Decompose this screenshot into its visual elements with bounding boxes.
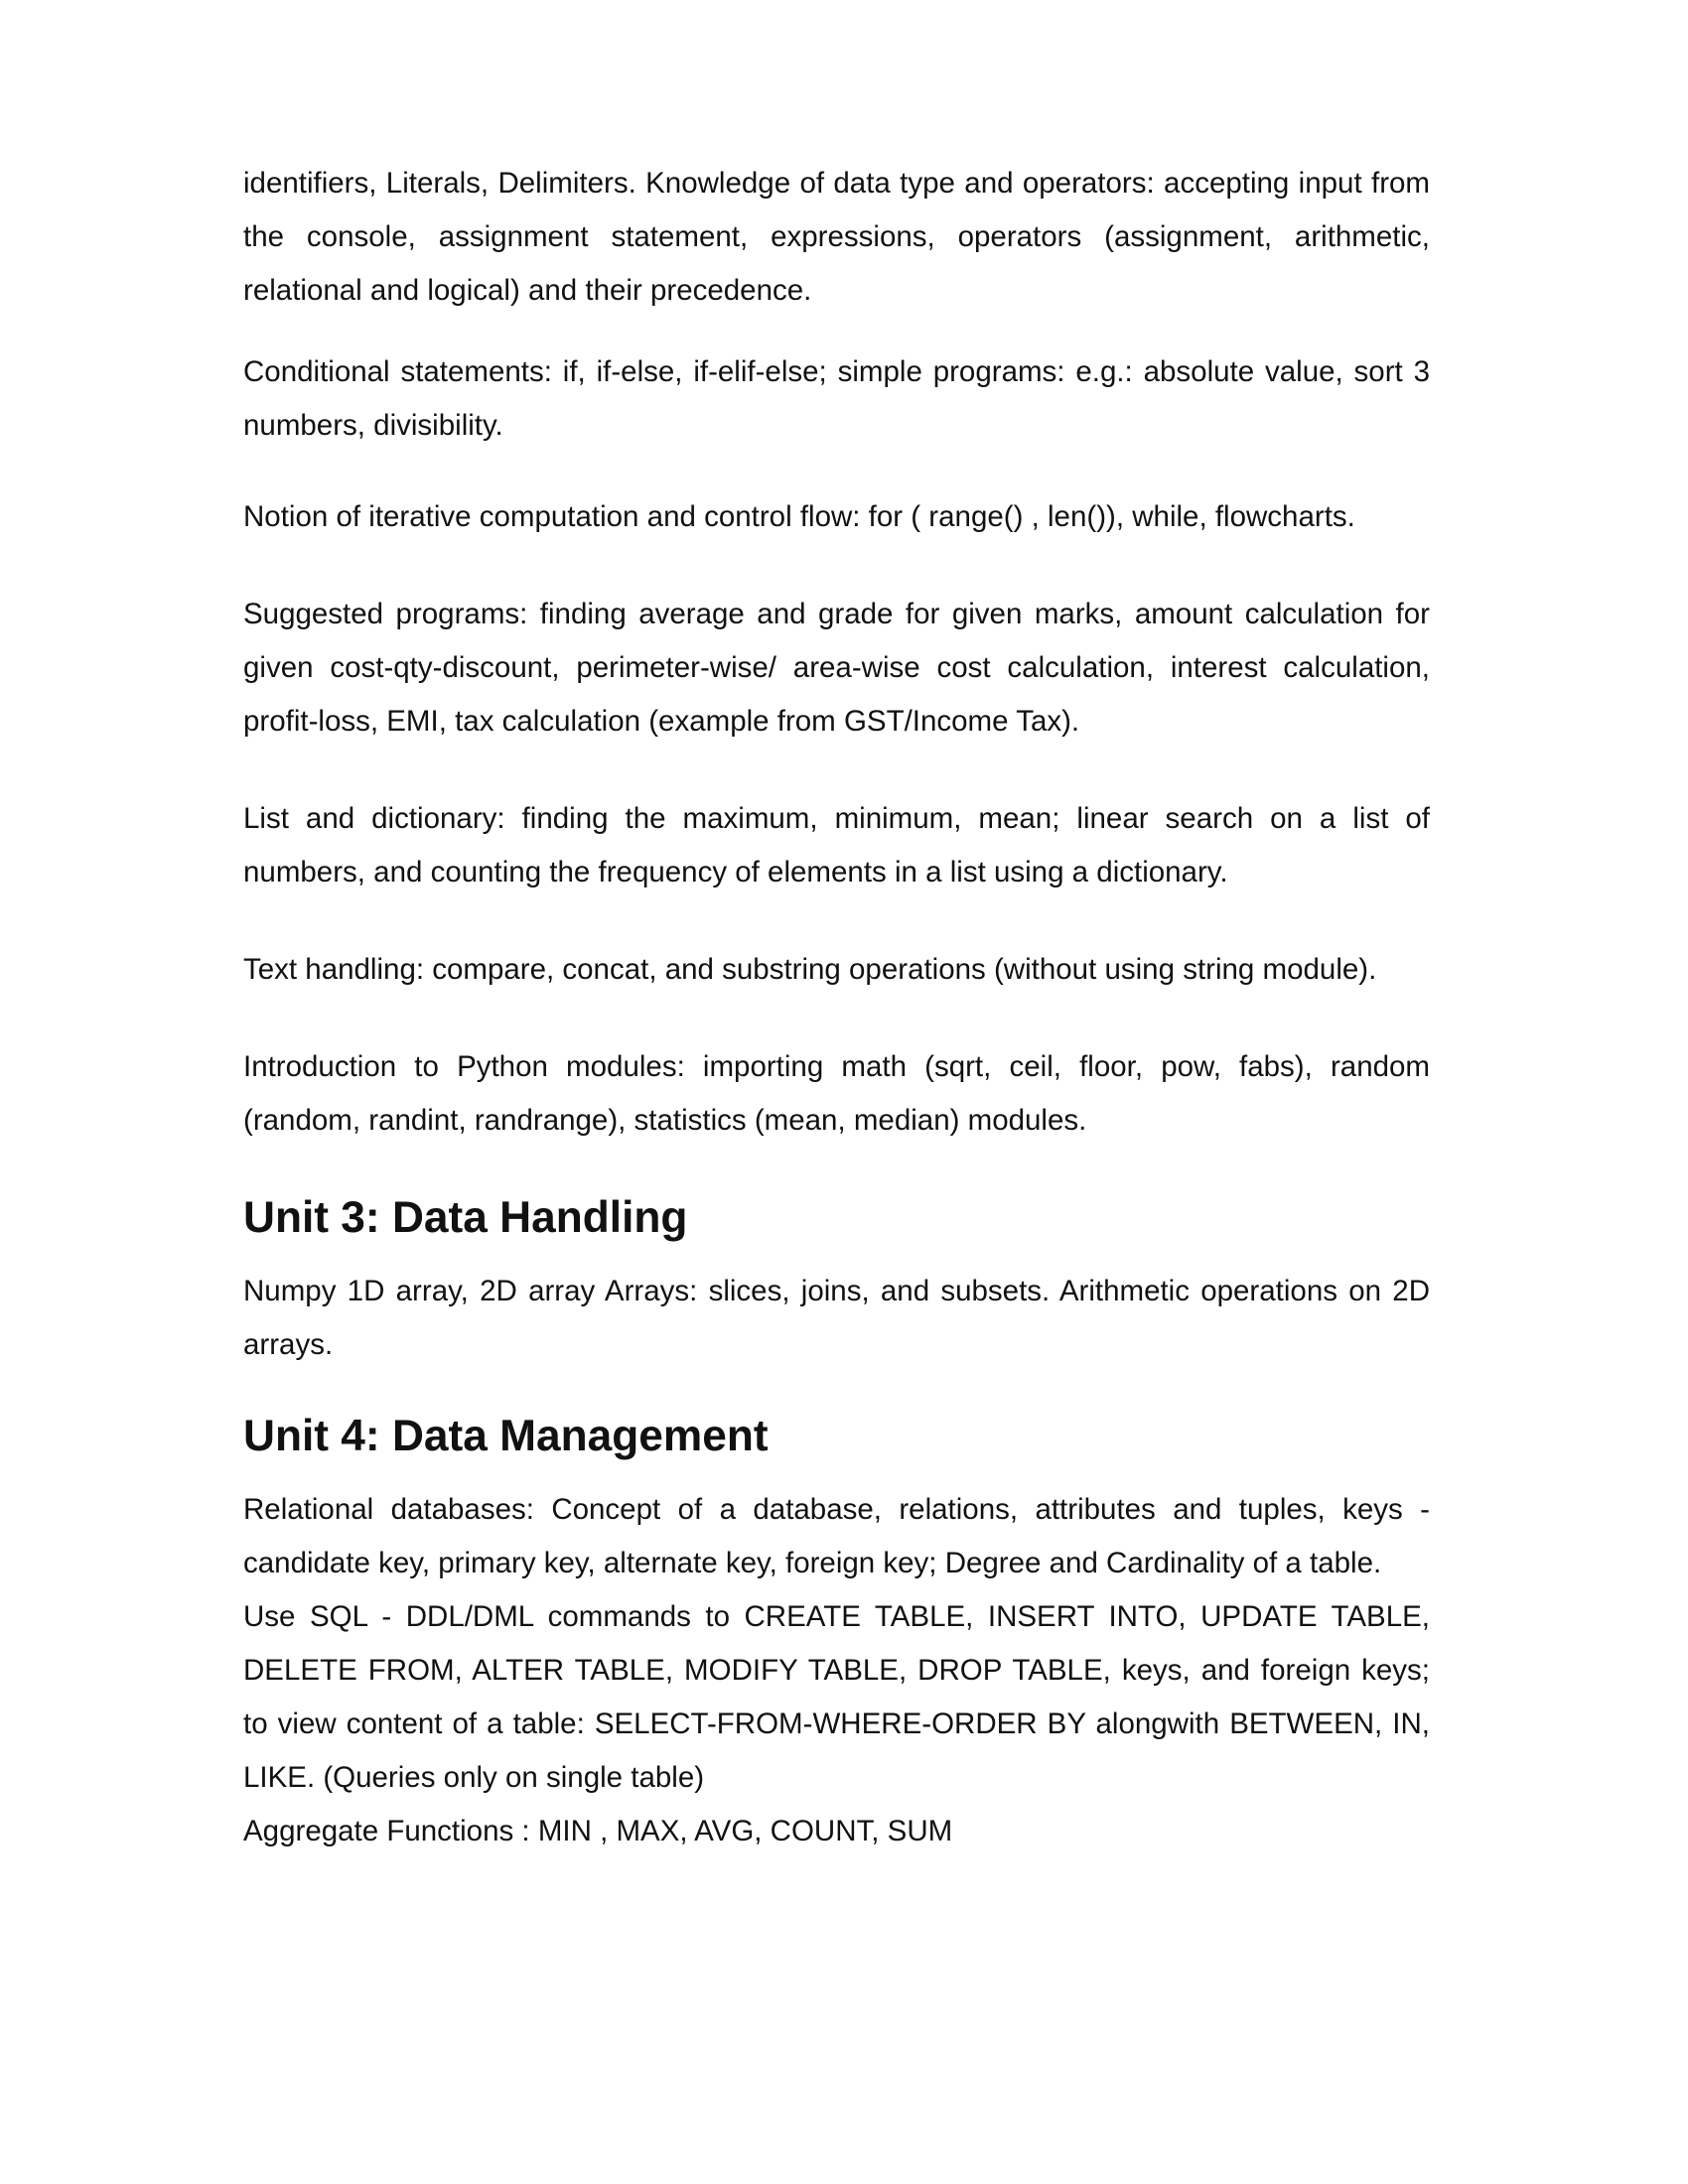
paragraph-suggested-programs: Suggested programs: finding average and grade for given marks, amount calculation for given cost-qty-discount, perimeter-wise/ area-wise cost calculation, interest calculation, profit-loss, EMI, tax calculation (example from GST/Income Tax). xyxy=(243,598,1430,738)
paragraph-relational-databases: Relational databases: Concept of a database, relations, attributes and tuples, keys - candidate key, primary key, alternate key, foreign key; Degree and Cardinality of a table. xyxy=(243,1493,1430,1579)
paragraph-numpy-arrays: Numpy 1D array, 2D array Arrays: slices, joins, and subsets. Arithmetic operations on 2D arrays. xyxy=(243,1275,1430,1361)
document-body xyxy=(243,157,1430,1858)
paragraph-iterative-computation: Notion of iterative computation and control flow: for ( range() , len()), while, flowcharts. xyxy=(243,500,1355,533)
paragraph-conditional-statements: Conditional statements: if, if-else, if-elif-else; simple programs: e.g.: absolute value, sort 3 numbers, divisibility. xyxy=(243,355,1430,442)
paragraph-python-modules: Introduction to Python modules: importing math (sqrt, ceil, floor, pow, fabs), random (random, randint, randrange), statistics (mean, median) modules. xyxy=(243,1050,1430,1137)
paragraph-sql-commands: Use SQL - DDL/DML commands to CREATE TABLE, INSERT INTO, UPDATE TABLE, DELETE FROM, ALTER TABLE, MODIFY TABLE, DROP TABLE, keys, and foreign keys; to view content of a table: SELECT-FROM-WHERE-ORDER BY alongwith BETWEEN, IN, LIKE. (Queries only on single table) xyxy=(243,1600,1430,1794)
heading-unit-3: Unit 3: Data Handling xyxy=(243,1193,688,1242)
paragraph-list-dictionary: List and dictionary: finding the maximum, minimum, mean; linear search on a list of numbers, and counting the frequency of elements in a list using a dictionary. xyxy=(243,802,1430,888)
paragraph-tokens-operators: identifiers, Literals, Delimiters. Knowledge of data type and operators: accepting input from the console, assignment statement, expressions, operators (assignment, arithmetic, relational and logical) and their precedence. xyxy=(243,167,1430,307)
paragraph-aggregate-functions: Aggregate Functions : MIN , MAX, AVG, COUNT, SUM xyxy=(243,1815,953,1847)
heading-unit-4: Unit 4: Data Management xyxy=(243,1412,769,1460)
paragraph-text-handling: Text handling: compare, concat, and substring operations (without using string module). xyxy=(243,953,1377,986)
